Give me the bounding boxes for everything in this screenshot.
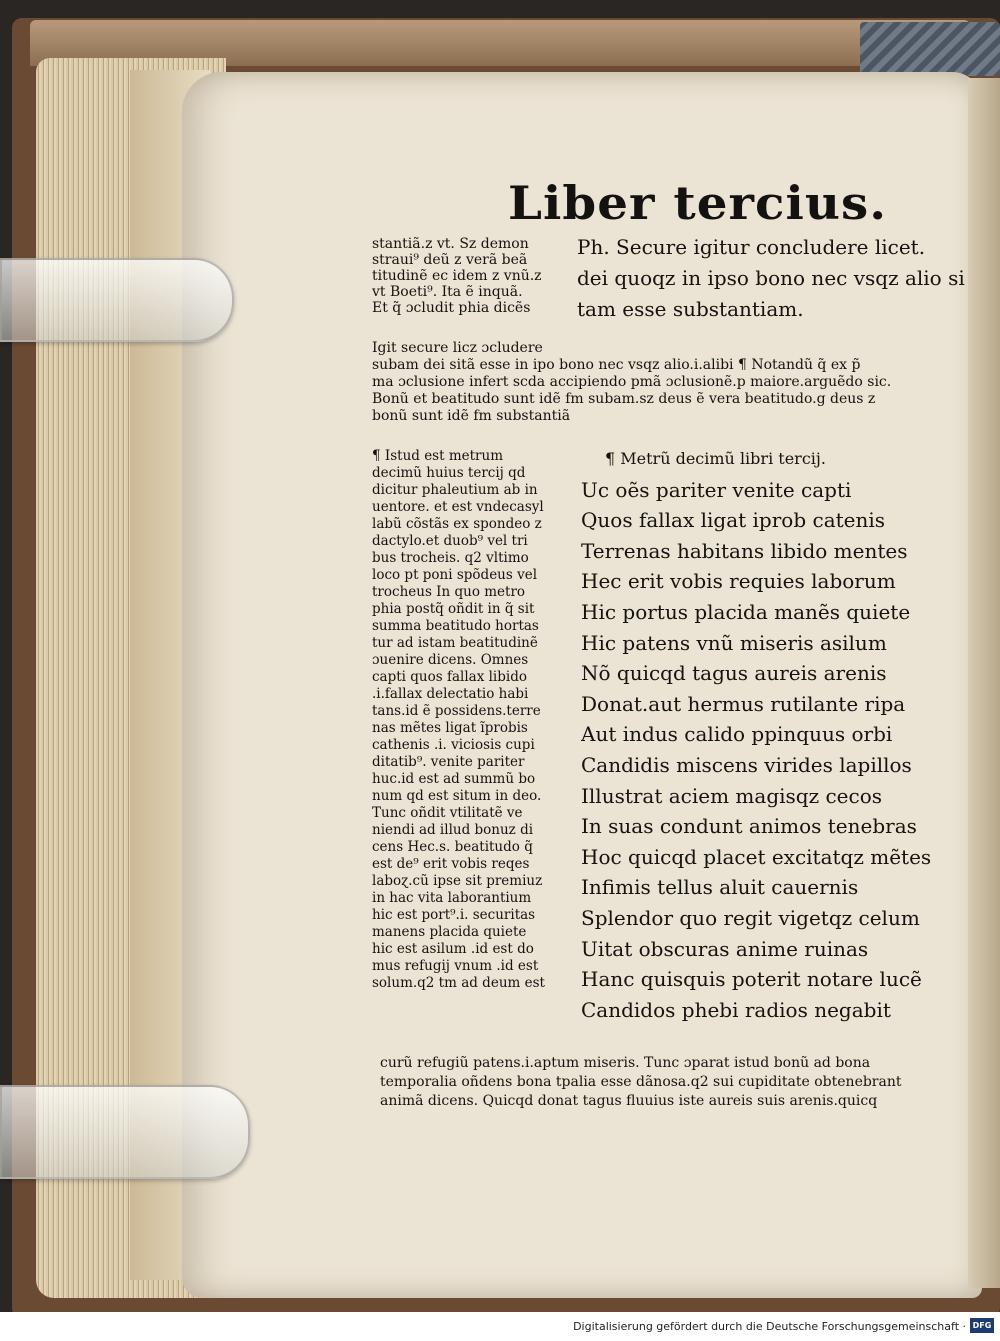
commentary-line: hic est asilum .id est do: [372, 941, 534, 957]
verse-line: Candidos phebi radios negabit: [581, 997, 891, 1022]
text-line: tam esse substantiam.: [577, 297, 804, 321]
commentary-line: labũ cõstãs ex spondeo z: [372, 516, 542, 532]
verse-line: Hanc quisquis poterit notare lucẽ: [581, 967, 922, 992]
commentary-line: summa beatitudo hortas: [372, 618, 539, 634]
commentary-line: cens Hec.s. beatitudo q̃: [372, 839, 533, 855]
text-line: Bonũ et beatitudo sunt idẽ fm subam.sz deus ẽ vera beatitudo.g deus z: [372, 391, 876, 407]
text-line: straui⁹ deũ z verã beã: [372, 252, 528, 268]
text-line: subam dei sitã esse in ipo bono nec vsqz alio.i.alibi ¶ Notandũ q̃ ex p̃: [372, 357, 861, 373]
commentary-line: uentore. et est vndecasyl: [372, 499, 544, 515]
commentary-line: bus trocheis. q2 vltimo: [372, 550, 529, 566]
text-line: bonũ sunt idẽ fm substantiã: [372, 408, 571, 424]
verse-line: Uc oẽs pariter venite capti: [581, 477, 852, 502]
text-line: titudinẽ ec idem z vnũ.z: [372, 268, 542, 284]
text-line: curũ refugiũ patens.i.aptum miseris. Tunc ɔparat istud bonũ ad bona: [380, 1055, 871, 1071]
verse-line: Illustrat aciem magisqz cecos: [581, 783, 883, 808]
commentary-line: ¶ Istud est metrum: [372, 448, 503, 464]
commentary-line: est de⁹ erit vobis reqes: [372, 856, 530, 872]
footer-bar: [0, 1312, 1000, 1341]
left-top-text: [372, 236, 542, 316]
verse-line: Infimis tellus aluit cauernis: [581, 875, 859, 900]
commentary-line: phia postq̃ oñdit in q̃ sit: [372, 601, 535, 617]
commentary-line: loco pt poni spõdeus vel: [372, 567, 538, 583]
funding-notice: Digitalisierung gefördert durch die Deutsche Forschungsgemeinschaft ·: [573, 1320, 966, 1333]
verse-line: Terrenas habitans libido mentes: [581, 538, 908, 563]
commentary-line: tur ad istam beatitudinẽ: [372, 635, 538, 651]
text-line: temporalia oñdens bona tpalia esse dãnosa.q2 sui cupiditate obtenebrant: [380, 1074, 902, 1090]
commentary-line: mus refugij vnum .id est: [372, 958, 539, 974]
page-clip-top: [0, 258, 234, 342]
text-line: dei quoqz in ipso bono nec vsqz alio si: [577, 266, 965, 290]
commentary-line: niendi ad illud bonuz di: [372, 822, 534, 838]
commentary-line: .i.fallax delectatio habi: [372, 686, 529, 702]
verse-line: Nõ quicqd tagus aureis arenis: [581, 661, 887, 686]
text-line: Igit secure licz ɔcludere: [372, 340, 543, 356]
verse-line: Hec erit vobis requies laborum: [581, 569, 896, 594]
dfg-logo: DFG: [970, 1318, 994, 1333]
commentary-line: capti quos fallax libido: [372, 669, 527, 685]
book-spine: [860, 22, 1000, 76]
commentary-line: ɔuenire dicens. Omnes: [372, 652, 529, 668]
page-title: Liber tercius.: [508, 176, 888, 230]
text-line: animã dicens. Quicqd donat tagus fluuius iste aureis suis arenis.quicq: [380, 1093, 878, 1109]
commentary-line: nas mẽtes ligat ĩprobis: [372, 720, 528, 736]
commentary-line: dicitur phaleutium ab in: [372, 482, 538, 498]
verse-heading: ¶ Metrũ decimũ libri tercij.: [605, 449, 826, 468]
text-line: stantiã.z vt. Sz demon: [372, 236, 529, 252]
commentary-column: [372, 448, 545, 992]
commentary-line: trocheus In quo metro: [372, 584, 526, 600]
bottom-text: [380, 1054, 902, 1111]
commentary-line: num qd est situm in deo.: [372, 788, 542, 804]
verse-line: Aut indus calido ppinquus orbi: [581, 722, 893, 747]
verse-column: [581, 444, 931, 1025]
text-line: Ph. Secure igitur concludere licet.: [577, 235, 926, 259]
commentary-line: manens placida quiete: [372, 924, 527, 940]
commentary-line: tans.id ẽ possidens.terre: [372, 703, 541, 719]
verse-line: Hic portus placida manẽs quiete: [581, 599, 911, 624]
text-line: vt Boeti⁹. Ita ẽ inquã.: [372, 284, 523, 300]
commentary-line: Tunc oñdit vtilitatẽ ve: [372, 805, 523, 821]
page-clip-bottom: [0, 1085, 250, 1179]
verse-line: Hic patens vnũ miseris asilum: [581, 630, 887, 655]
commentary-line: hic est port⁹.i. securitas: [372, 907, 536, 923]
text-line: Et q̃ ɔcludit phia dicẽs: [372, 300, 531, 316]
commentary-line: laboɀ.cũ ipse sit premiuz: [372, 873, 543, 889]
text-line: ma ɔclusione infert scda accipiendo pmã ɔclusionẽ.p maiore.arguẽdo sic.: [372, 374, 892, 390]
right-top-text: [577, 232, 965, 325]
commentary-line: cathenis .i. viciosis cupi: [372, 737, 535, 753]
commentary-line: solum.q2 tm ad deum est: [372, 975, 545, 991]
verse-line: Quos fallax ligat iprob catenis: [581, 508, 886, 533]
commentary-line: dactylo.et duob⁹ vel tri: [372, 533, 528, 549]
verse-line: Splendor quo regit vigetqz celum: [581, 905, 920, 930]
verse-line: Candidis miscens virides lapillos: [581, 752, 912, 777]
verse-line: In suas condunt animos tenebras: [581, 814, 917, 839]
verse-line: Uitat obscuras anime ruinas: [581, 936, 869, 961]
commentary-line: huc.id est ad summũ bo: [372, 771, 536, 787]
commentary-line: decimũ huius tercij qd: [372, 465, 526, 481]
commentary-line: ditatib⁹. venite pariter: [372, 754, 525, 770]
middle-text: [372, 340, 922, 425]
verse-line: Donat.aut hermus rutilante ripa: [581, 691, 906, 716]
page-gutter: [968, 78, 1000, 1288]
verse-line: Hoc quicqd placet excitatqz mẽtes: [581, 844, 932, 869]
commentary-line: in hac vita laborantium: [372, 890, 532, 906]
